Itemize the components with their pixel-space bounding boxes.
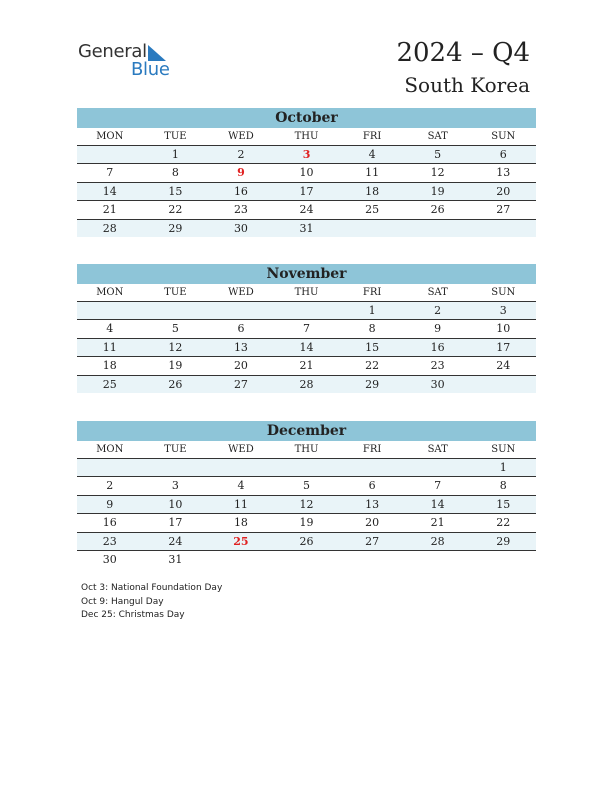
day-cell: 27 (233, 377, 248, 391)
day-cell: 22 (168, 203, 183, 217)
day-cell: 10 (299, 166, 314, 180)
empty-day-cell (274, 302, 340, 319)
logo-general-text: General (78, 41, 147, 62)
day-cell: 7 (303, 322, 311, 336)
month-october (77, 108, 536, 237)
logo (78, 40, 178, 80)
weekday-label: MON (96, 444, 124, 455)
day-cell: 3 (499, 304, 507, 317)
day-cell: 31 (168, 552, 183, 566)
month-header: November (77, 264, 536, 284)
day-cell: 16 (233, 184, 248, 198)
empty-day-cell (405, 220, 471, 237)
week-row (77, 146, 536, 164)
holiday-note: Oct 9: Hangul Day (81, 596, 164, 607)
day-cell: 20 (233, 359, 248, 373)
day-cell: 23 (233, 203, 248, 217)
day-cell: 27 (365, 534, 380, 548)
weekday-label: SUN (491, 444, 516, 455)
day-cell: 20 (496, 184, 511, 198)
day-cell: 14 (430, 497, 445, 511)
day-cell: 11 (233, 497, 248, 511)
day-cell: 25 (102, 377, 117, 391)
day-cell: 11 (102, 340, 117, 354)
day-cell: 29 (365, 377, 380, 391)
day-cell: 19 (299, 516, 314, 530)
day-cell: 22 (365, 359, 380, 373)
weekday-header-row (77, 284, 536, 302)
page-title: 2024 – Q4 (396, 38, 530, 68)
day-cell: 10 (496, 322, 511, 336)
weekday-label: SUN (491, 287, 516, 298)
day-cell: 14 (299, 340, 314, 354)
day-cell: 3 (302, 148, 311, 161)
day-cell: 24 (299, 203, 314, 217)
day-cell: 26 (168, 377, 183, 391)
day-cell: 25 (365, 203, 380, 217)
empty-day-cell (77, 302, 143, 319)
day-cell: 15 (365, 340, 380, 354)
weekday-label: WED (228, 444, 254, 455)
day-cell: 3 (171, 479, 179, 493)
week-row (77, 551, 536, 568)
day-cell: 21 (102, 203, 117, 217)
empty-day-cell (405, 459, 471, 476)
day-cell: 6 (237, 322, 245, 336)
day-cell: 30 (233, 221, 248, 235)
weekday-label: MON (96, 131, 124, 142)
week-row (77, 376, 536, 393)
weekday-label: FRI (362, 131, 382, 142)
weekday-label: SAT (427, 131, 448, 142)
empty-day-cell (470, 376, 536, 393)
logo-blue-text: Blue (131, 59, 170, 80)
week-row (77, 514, 536, 532)
week-row (77, 183, 536, 201)
day-cell: 18 (233, 516, 248, 530)
day-cell: 21 (430, 516, 445, 530)
day-cell: 14 (102, 184, 117, 198)
day-cell: 12 (430, 166, 445, 180)
day-cell: 13 (496, 166, 511, 180)
month-header: October (77, 108, 536, 128)
day-cell: 17 (168, 516, 183, 530)
day-cell: 26 (299, 534, 314, 548)
day-cell: 5 (434, 148, 442, 161)
day-cell: 11 (365, 166, 380, 180)
weekday-label: TUE (164, 131, 187, 142)
empty-day-cell (339, 459, 405, 476)
empty-day-cell (208, 302, 274, 319)
empty-day-cell (274, 551, 340, 568)
day-cell: 9 (237, 166, 245, 180)
country-name: South Korea (404, 73, 530, 97)
day-cell: 8 (368, 322, 376, 336)
weekday-label: WED (228, 131, 254, 142)
day-cell: 6 (499, 148, 507, 161)
weekday-label: SAT (427, 444, 448, 455)
day-cell: 23 (430, 359, 445, 373)
day-cell: 16 (430, 340, 445, 354)
week-row (77, 164, 536, 182)
day-cell: 19 (168, 359, 183, 373)
weekday-label: FRI (362, 444, 382, 455)
weekday-label: TUE (164, 444, 187, 455)
day-cell: 7 (434, 479, 442, 493)
empty-day-cell (405, 551, 471, 568)
empty-day-cell (470, 220, 536, 237)
day-cell: 8 (171, 166, 179, 180)
day-cell: 8 (499, 479, 507, 493)
empty-day-cell (208, 459, 274, 476)
day-cell: 6 (368, 479, 376, 493)
day-cell: 13 (365, 497, 380, 511)
day-cell: 24 (496, 359, 511, 373)
day-cell: 28 (299, 377, 314, 391)
week-row (77, 533, 536, 551)
week-row (77, 220, 536, 237)
day-cell: 12 (299, 497, 314, 511)
day-cell: 16 (102, 516, 117, 530)
day-cell: 29 (168, 221, 183, 235)
day-cell: 18 (102, 359, 117, 373)
day-cell: 25 (233, 534, 249, 548)
day-cell: 5 (303, 479, 311, 493)
day-cell: 2 (106, 479, 114, 493)
empty-day-cell (339, 551, 405, 568)
day-cell: 9 (434, 322, 442, 336)
weekday-label: SUN (491, 131, 516, 142)
day-cell: 20 (365, 516, 380, 530)
month-december (77, 421, 536, 568)
weekday-label: THU (294, 287, 319, 298)
empty-day-cell (274, 459, 340, 476)
day-cell: 15 (168, 184, 183, 198)
day-cell: 19 (430, 184, 445, 198)
month-november (77, 264, 536, 393)
day-cell: 4 (368, 148, 376, 161)
day-cell: 30 (430, 377, 445, 391)
day-cell: 30 (102, 552, 117, 566)
day-cell: 23 (102, 534, 117, 548)
day-cell: 18 (365, 184, 380, 198)
holiday-note: Dec 25: Christmas Day (81, 610, 185, 620)
weekday-label: THU (294, 131, 319, 142)
week-row (77, 320, 536, 338)
day-cell: 2 (237, 148, 245, 161)
empty-day-cell (339, 220, 405, 237)
week-row (77, 201, 536, 219)
week-row (77, 477, 536, 495)
empty-day-cell (208, 551, 274, 568)
day-cell: 15 (496, 497, 511, 511)
day-cell: 28 (430, 534, 445, 548)
holiday-notes (81, 582, 222, 623)
empty-day-cell (143, 459, 209, 476)
weekday-label: TUE (164, 287, 187, 298)
day-cell: 26 (430, 203, 445, 217)
day-cell: 7 (106, 166, 114, 180)
day-cell: 12 (168, 340, 183, 354)
day-cell: 5 (171, 322, 179, 336)
weekday-header-row (77, 128, 536, 146)
empty-day-cell (77, 146, 143, 163)
day-cell: 2 (434, 304, 442, 317)
empty-day-cell (143, 302, 209, 319)
day-cell: 22 (496, 516, 511, 530)
weekday-label: THU (294, 444, 319, 455)
weekday-label: WED (228, 287, 254, 298)
day-cell: 24 (168, 534, 183, 548)
day-cell: 4 (106, 322, 114, 336)
week-row (77, 496, 536, 514)
day-cell: 1 (171, 148, 179, 161)
day-cell: 10 (168, 497, 183, 511)
holiday-note: Oct 3: National Foundation Day (81, 583, 223, 593)
day-cell: 17 (299, 184, 314, 198)
week-row (77, 302, 536, 320)
weekday-header-row (77, 441, 536, 459)
weekday-label: SAT (427, 287, 448, 298)
day-cell: 27 (496, 203, 511, 217)
day-cell: 4 (237, 479, 245, 493)
weekday-label: MON (96, 287, 124, 298)
empty-day-cell (470, 551, 536, 568)
day-cell: 21 (299, 359, 314, 373)
day-cell: 28 (102, 221, 117, 235)
day-cell: 17 (496, 340, 511, 354)
day-cell: 13 (233, 340, 248, 354)
day-cell: 29 (496, 534, 511, 548)
week-row (77, 339, 536, 357)
month-header: December (77, 421, 536, 441)
day-cell: 1 (499, 461, 507, 474)
week-row (77, 357, 536, 375)
empty-day-cell (77, 459, 143, 476)
day-cell: 9 (106, 497, 114, 511)
day-cell: 31 (299, 221, 314, 235)
week-row (77, 459, 536, 477)
day-cell: 1 (368, 304, 376, 317)
weekday-label: FRI (362, 287, 382, 298)
